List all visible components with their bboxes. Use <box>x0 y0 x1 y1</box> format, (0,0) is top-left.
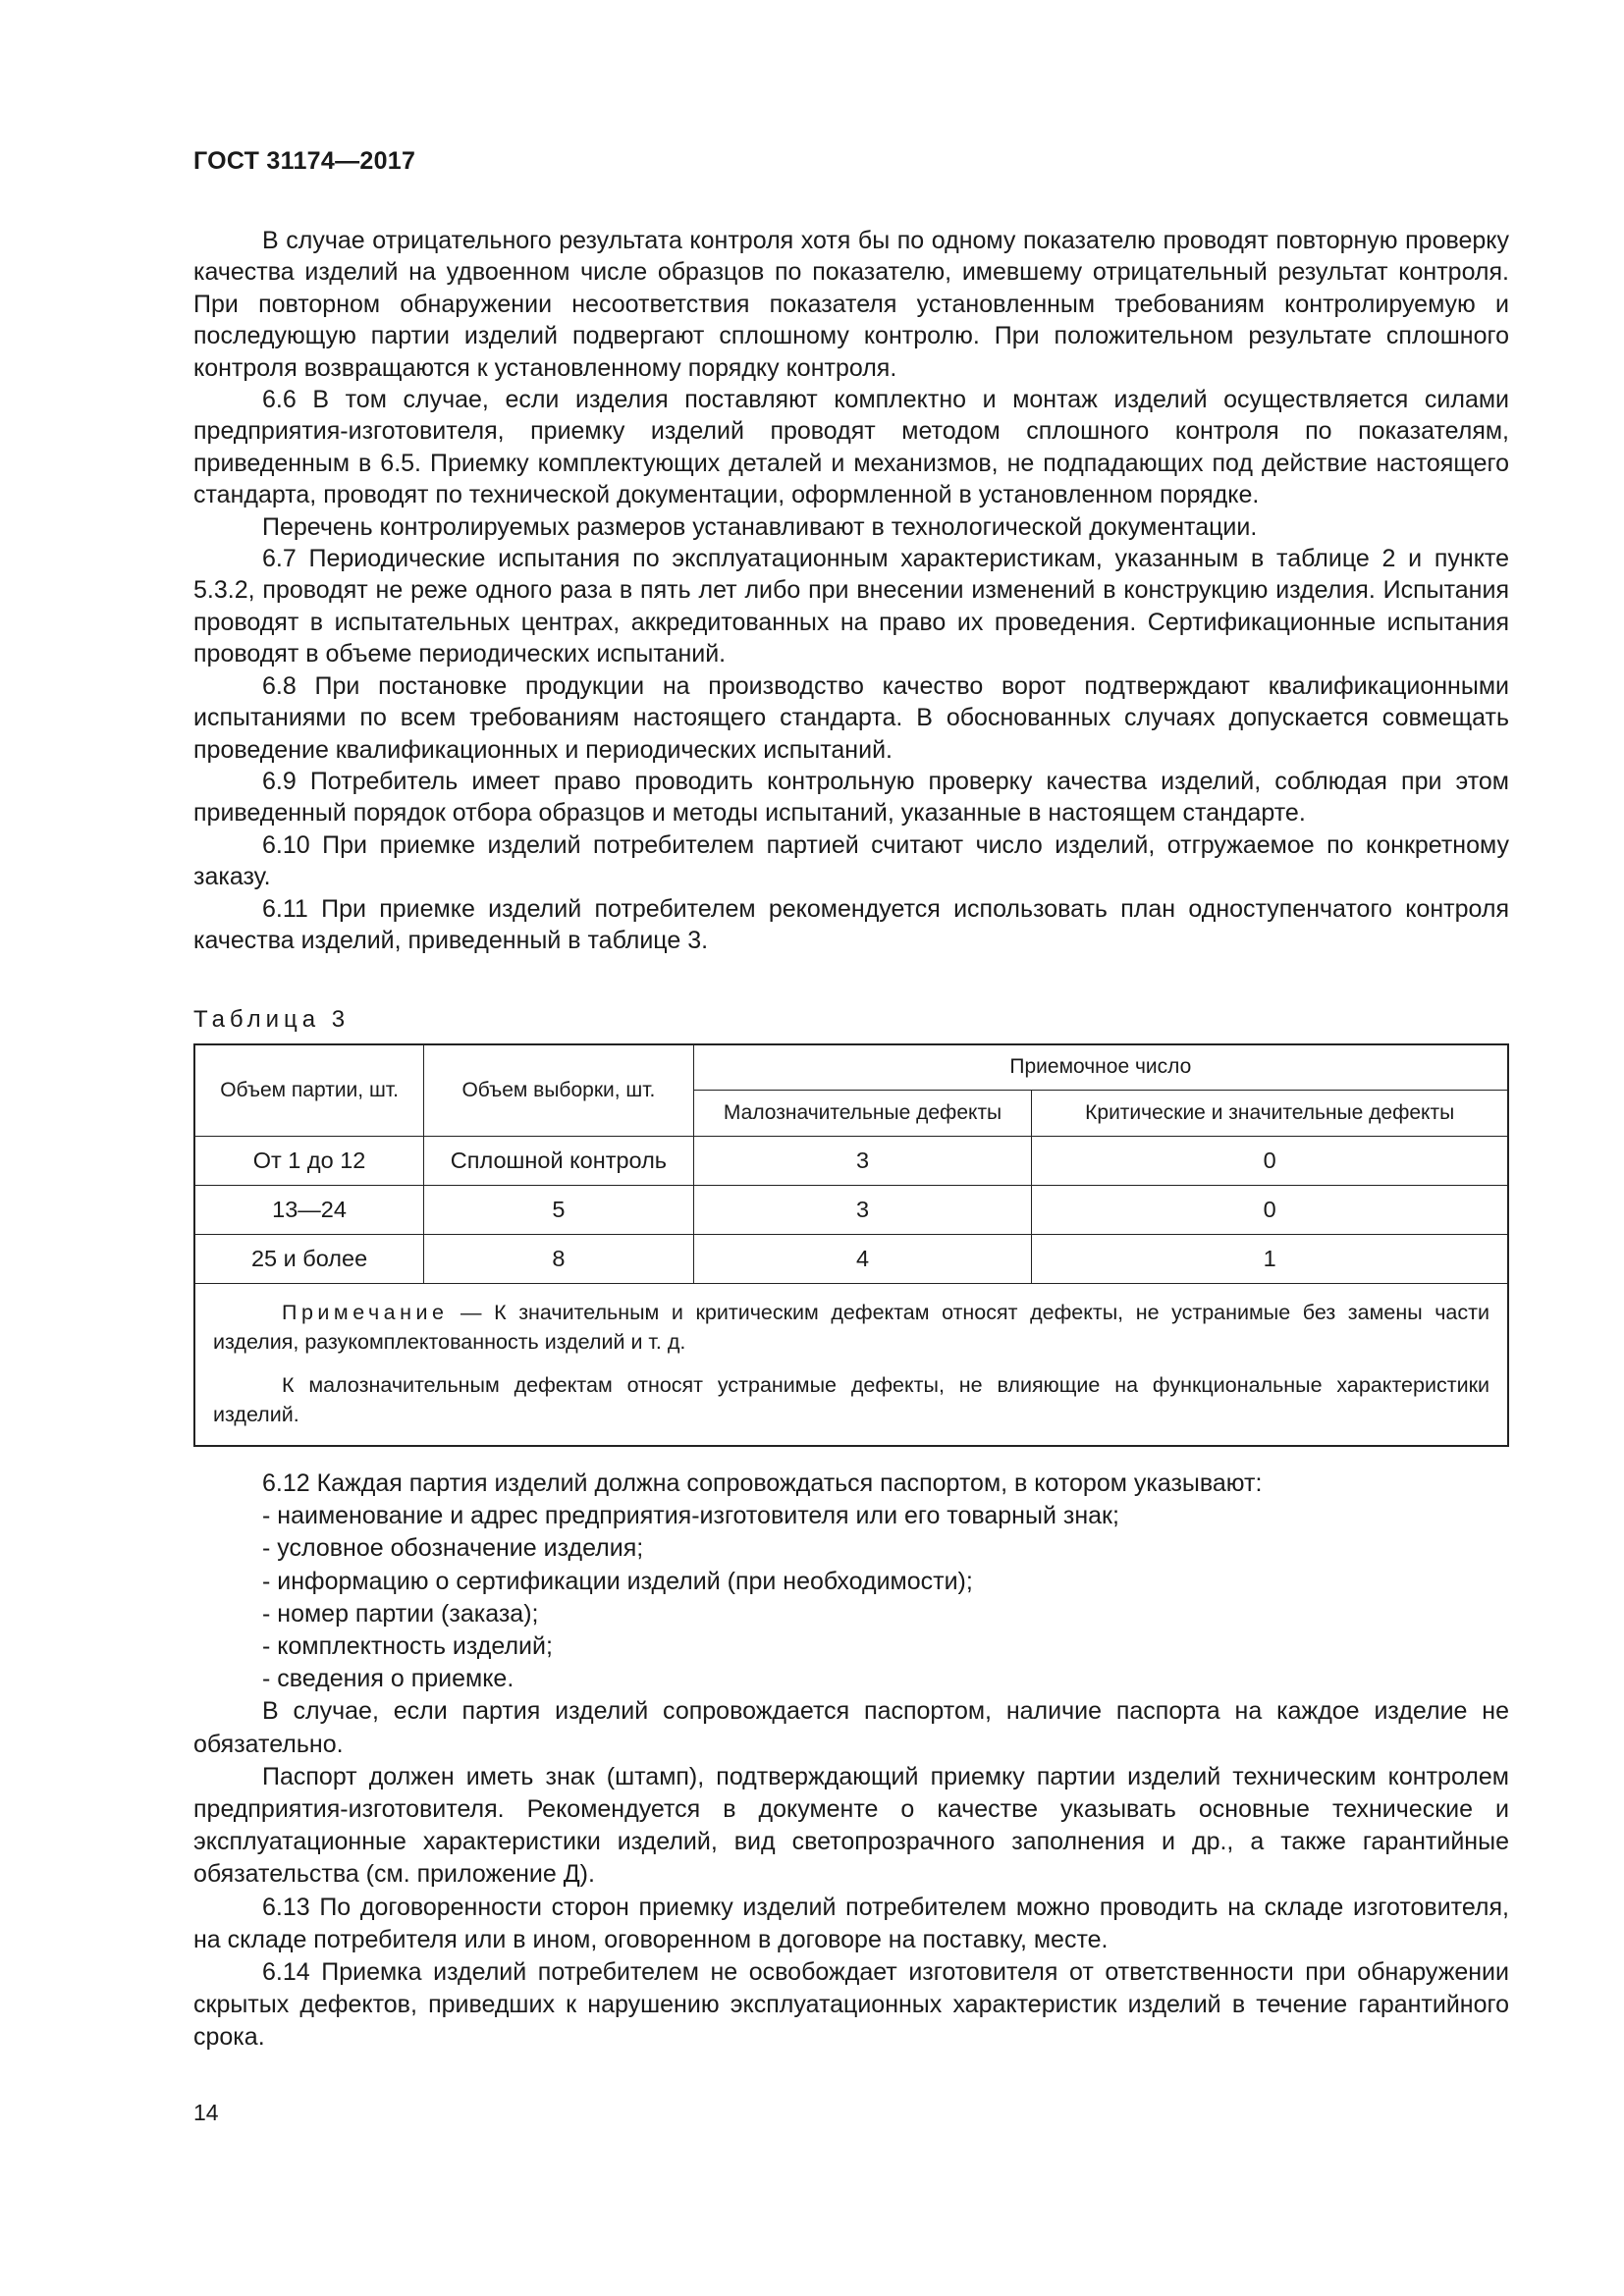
paragraph: Паспорт должен иметь знак (штамп), подтверждающий приемку партии изделий техническим контролем предприятия-изготовителя. Рекомендуется в документе о качестве указывать основные технические и эксплуатационные характеристики изделий, вид светопрозрачного заполнения и др., а также гарантийные обязательства (см. приложение Д). <box>193 1762 1509 1889</box>
header-acceptance-number: Приемочное число <box>693 1044 1508 1090</box>
table-cell: 5 <box>424 1185 694 1234</box>
table-row <box>194 1136 1508 1185</box>
list-item: - наименование и адрес предприятия-изготовителя или его товарный знак; <box>262 1502 1119 1530</box>
note-paragraph-2: К малозначительным дефектам относят устранимые дефекты, не влияющие на функциональные характеристики изделий. <box>213 1372 1489 1426</box>
table-note-row <box>194 1283 1508 1446</box>
table-cell: 3 <box>693 1185 1032 1234</box>
table-row <box>194 1234 1508 1283</box>
paragraph-6-10: 6.10 При приемке изделий потребителем партией считают число изделий, отгружаемое по конкретному заказу. <box>193 830 1509 891</box>
body-text-bottom <box>193 1468 1509 2055</box>
table-cell: 8 <box>424 1234 694 1283</box>
paragraph-6-13: 6.13 По договоренности сторон приемку изделий потребителем можно проводить на складе изготовителя, на складе потребителя или в ином, оговоренном в договоре на поставку, месте. <box>193 1893 1509 1953</box>
table-cell: От 1 до 12 <box>194 1136 424 1185</box>
paragraph-6-12: 6.12 Каждая партия изделий должна сопровождаться паспортом, в котором указывают: <box>262 1469 1263 1497</box>
table-cell: 0 <box>1032 1185 1508 1234</box>
table-cell: 0 <box>1032 1136 1508 1185</box>
paragraph-6-7: 6.7 Периодические испытания по эксплуатационным характеристикам, указанным в таблице 2 и пункте 5.3.2, проводят не реже одного раза в пять лет либо при внесении изменений в конструкцию изделия. Испытания проводят в испытательных центрах, аккредитованных на право их проведения. Сертификационные испытания проводят в объеме периодических испытаний. <box>193 545 1509 668</box>
note-paragraph-1 <box>213 1298 1489 1357</box>
body-text-top <box>193 225 1509 956</box>
table-cell: 25 и более <box>194 1234 424 1283</box>
header-critical-defects: Критические и значительные дефекты <box>1032 1090 1508 1136</box>
paragraph-6-14: 6.14 Приемка изделий потребителем не освобождает изготовителя от ответственности при обнаружении скрытых дефектов, приведших к нарушению эксплуатационных характеристик изделий в течение гарантийного срока. <box>193 1958 1509 2052</box>
list-item: - информацию о сертификации изделий (при необходимости); <box>262 1567 973 1595</box>
paragraph: Перечень контролируемых размеров устанавливают в технологической документации. <box>262 512 1258 541</box>
table-row <box>194 1185 1508 1234</box>
table-cell: 1 <box>1032 1234 1508 1283</box>
table-note <box>194 1283 1508 1446</box>
table-cell: Сплошной контроль <box>424 1136 694 1185</box>
paragraph-6-11: 6.11 При приемке изделий потребителем рекомендуется использовать план одноступенчатого контроля качества изделий, приведенный в таблице 3. <box>193 894 1509 954</box>
page-number: 14 <box>193 2100 219 2125</box>
table-caption: Таблица 3 <box>193 1006 351 1033</box>
list-item: - условное обозначение изделия; <box>262 1534 644 1563</box>
paragraph-6-6: 6.6 В том случае, если изделия поставляют комплектно и монтаж изделий осуществляется силами предприятия-изготовителя, приемку изделий проводят методом сплошного контроля по показателям, приведенным в 6.5. Приемку комплектующих деталей и механизмов, не подпадающих под действие настоящего стандарта, проводят по технической документации, оформленной в установленном порядке. <box>193 386 1509 509</box>
paragraph: В случае, если партия изделий сопровождается паспортом, наличие паспорта на каждое изделие не обязательно. <box>193 1697 1509 1758</box>
note-text-1: — К значительным и критическим дефектам относят дефекты, не устранимые без замены части изделия, разукомплектованность изделий и т. д. <box>213 1300 1489 1354</box>
table-cell: 4 <box>693 1234 1032 1283</box>
header-lot-size: Объем партии, шт. <box>194 1044 424 1136</box>
acceptance-table <box>193 1043 1509 1447</box>
paragraph-6-9: 6.9 Потребитель имеет право проводить контрольную проверку качества изделий, соблюдая при этом приведенный порядок отбора образцов и методы испытаний, указанные в настоящем стандарте. <box>193 767 1509 828</box>
table-cell: 3 <box>693 1136 1032 1185</box>
list-item: - комплектность изделий; <box>262 1632 553 1661</box>
header-sample-size: Объем выборки, шт. <box>424 1044 694 1136</box>
list-item: - сведения о приемке. <box>262 1665 514 1693</box>
document-header: ГОСТ 31174—2017 <box>193 147 416 175</box>
list-item: - номер партии (заказа); <box>262 1599 539 1628</box>
paragraph-6-8: 6.8 При постановке продукции на производство качество ворот подтверждают квалификационными испытаниями по всем требованиям настоящего стандарта. В обоснованных случаях допускается совмещать проведение квалификационных и периодических испытаний. <box>193 671 1509 764</box>
header-minor-defects: Малозначительные дефекты <box>693 1090 1032 1136</box>
note-label: Примечание <box>282 1300 449 1324</box>
paragraph: В случае отрицательного результата контроля хотя бы по одному показателю проводят повторную проверку качества изделий на удвоенном числе образцов по показателю, имевшему отрицательный результат контроля. При повторном обнаружении несоответствия показателя установленным требованиям контролируемую и последующую партии изделий подвергают сплошному контролю. При положительном результате сплошного контроля возвращаются к установленному порядку контроля. <box>193 227 1509 382</box>
table-cell: 13—24 <box>194 1185 424 1234</box>
